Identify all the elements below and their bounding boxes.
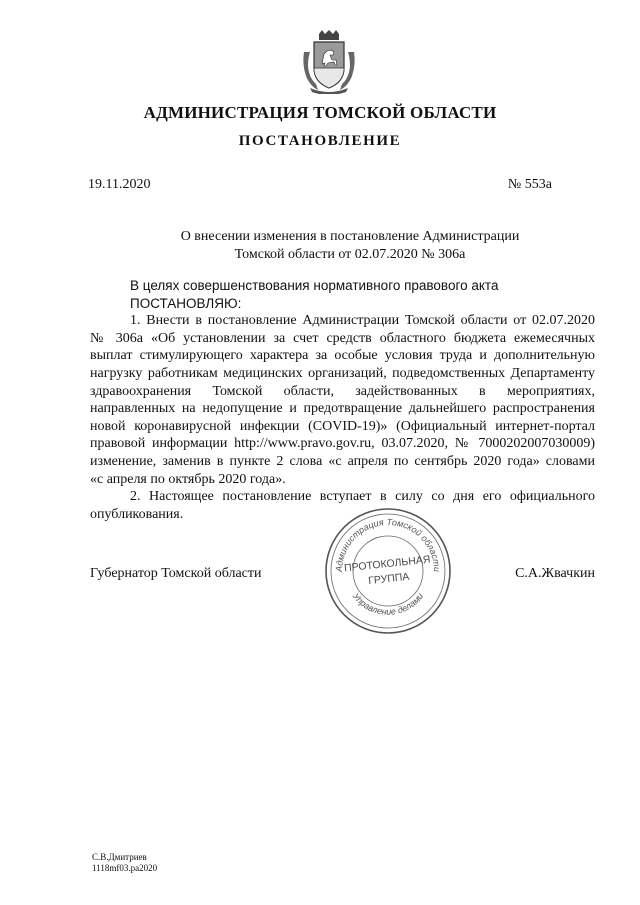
paragraph-2-line: 2. Настоящее постановление вступает в силу со дня его официального xyxy=(130,489,595,505)
document-date: 19.11.2020 xyxy=(88,177,151,192)
decree-word: ПОСТАНОВЛЯЮ: xyxy=(130,295,242,311)
paragraph-1-line: нагрузку работникам медицинских организаций, подведомственных Департаменту xyxy=(90,365,595,381)
subject-line: О внесении изменения в постановление Администрации xyxy=(180,229,520,244)
stamp-center-line: ПРОТОКОЛЬНАЯ xyxy=(343,553,431,575)
official-stamp-icon xyxy=(322,505,454,637)
organization-title: АДМИНИСТРАЦИЯ ТОМСКОЙ ОБЛАСТИ xyxy=(143,103,497,122)
paragraph-1-line: направленных на недопущение и предотвращение дальнейшего распространения xyxy=(90,401,595,417)
paragraph-1-line: выплат стимулирующего характера за особые условия труда и дополнительную xyxy=(90,348,595,364)
subject-line: Томской области от 02.07.2020 № 306а xyxy=(234,247,466,262)
paragraph-1-line: № 306а «Об установлении за счет средств областного бюджета ежемесячных xyxy=(90,330,595,346)
signatory-name: С.А.Жвачкин xyxy=(515,566,595,581)
paragraph-2-line: опубликования. xyxy=(90,506,184,522)
paragraph-1-line: здравоохранения Томской области, задействованных в мероприятиях, xyxy=(90,383,595,399)
stamp-bottom-text: Управление делами xyxy=(350,591,426,617)
footer-info xyxy=(92,852,157,874)
paragraph-1-line: «с апреля по октябрь 2020 года». xyxy=(90,471,286,487)
footer-code: 1118mf03.pa2020 xyxy=(92,863,158,873)
paragraph-1-line: новой коронавирусной инфекции (COVID-19)» (Официальный интернет-портал xyxy=(90,418,595,434)
paragraph-1-line: изменение, заменив в пункте 2 слова «с апреля по сентябрь 2020 года» словами xyxy=(90,453,595,469)
preamble: В целях совершенствования нормативного правового акта xyxy=(130,278,499,293)
document-subject xyxy=(120,228,580,264)
document-body xyxy=(90,277,595,523)
stamp-top-text: Администрация Томской области xyxy=(333,516,443,573)
signatory-title: Губернатор Томской области xyxy=(90,566,262,581)
coat-of-arms-icon xyxy=(300,30,358,94)
document-type: ПОСТАНОВЛЕНИЕ xyxy=(238,133,402,149)
footer-author: С.В.Дмитриев xyxy=(92,852,147,862)
stamp-center-line: ГРУППА xyxy=(367,570,410,588)
document-number: № 553а xyxy=(507,177,552,192)
paragraph-1-line: 1. Внести в постановление Администрации Томской области от 02.07.2020 xyxy=(130,313,595,329)
paragraph-1-line: правовой информации http://www.pravo.gov.ru, 03.07.2020, № 7000202007030009) xyxy=(90,436,595,452)
